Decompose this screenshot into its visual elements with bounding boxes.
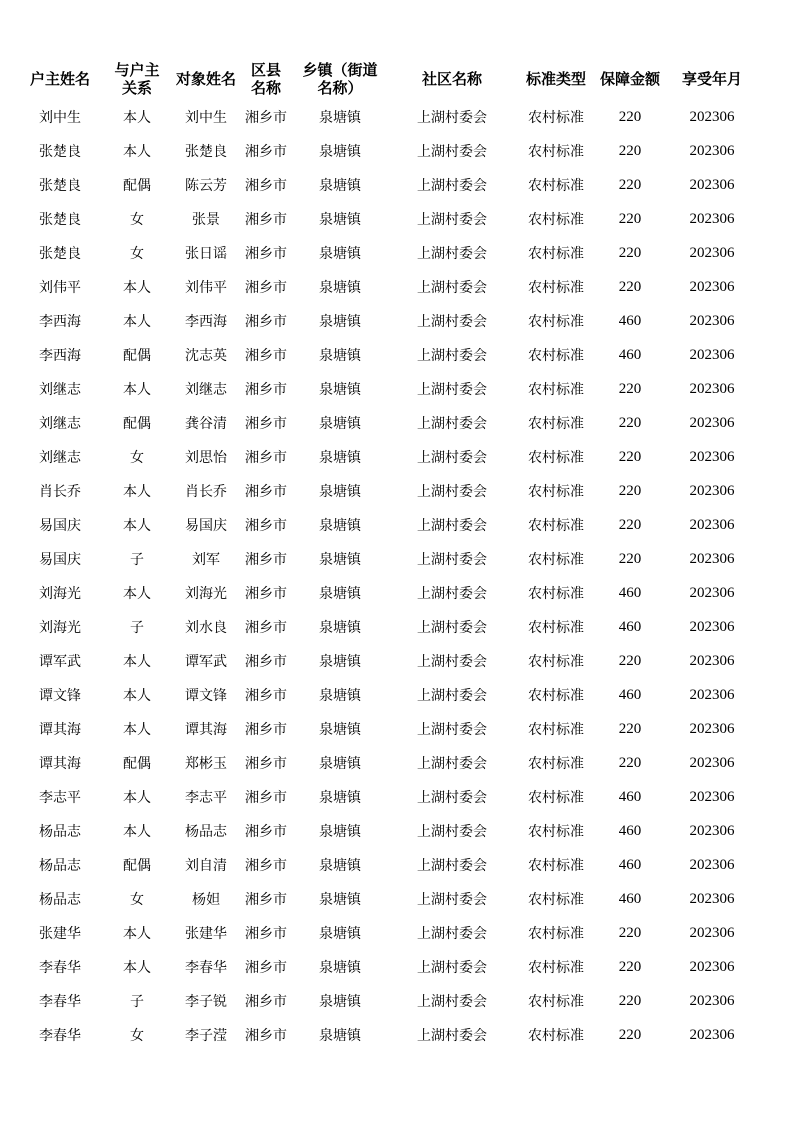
community-cell: 上湖村委会	[417, 246, 487, 262]
county-cell: 湘乡市	[245, 688, 287, 704]
table-row	[19, 236, 759, 270]
relation-cell: 本人	[123, 280, 151, 296]
household-head-name-cell: 张楚良	[39, 246, 81, 262]
town-cell: 泉塘镇	[319, 382, 361, 398]
month-cell: 202306	[689, 278, 735, 295]
relation-cell: 女	[130, 1028, 144, 1044]
community-cell: 上湖村委会	[417, 178, 487, 194]
standard-type-cell: 农村标准	[528, 960, 584, 976]
county-cell: 湘乡市	[245, 280, 287, 296]
community-cell: 上湖村委会	[417, 314, 487, 330]
table-row	[19, 984, 759, 1018]
community-cell: 上湖村委会	[417, 892, 487, 908]
household-head-name-cell: 易国庆	[39, 552, 81, 568]
recipient-name-cell: 李子滢	[185, 1028, 227, 1044]
header-household-head-name: 户主姓名	[29, 70, 90, 88]
relation-cell: 本人	[123, 722, 151, 738]
household-head-name-cell: 李春华	[39, 960, 81, 976]
month-cell: 202306	[689, 652, 735, 669]
month-cell: 202306	[689, 788, 735, 805]
standard-type-cell: 农村标准	[528, 246, 584, 262]
table-row	[19, 780, 759, 814]
amount-cell: 220	[618, 448, 642, 465]
town-cell: 泉塘镇	[319, 1028, 361, 1044]
standard-type-cell: 农村标准	[528, 892, 584, 908]
amount-cell: 220	[618, 754, 642, 771]
household-head-name-cell: 刘继志	[39, 382, 81, 398]
month-cell: 202306	[689, 958, 735, 975]
household-head-name-cell: 刘继志	[39, 450, 81, 466]
month-cell: 202306	[689, 244, 735, 261]
relation-cell: 本人	[123, 110, 151, 126]
community-cell: 上湖村委会	[417, 994, 487, 1010]
amount-cell: 460	[618, 618, 642, 635]
county-cell: 湘乡市	[245, 314, 287, 330]
month-cell: 202306	[689, 720, 735, 737]
recipient-name-cell: 刘军	[192, 552, 220, 568]
community-cell: 上湖村委会	[417, 280, 487, 296]
county-cell: 湘乡市	[245, 144, 287, 160]
relation-cell: 本人	[123, 824, 151, 840]
table-row	[19, 678, 759, 712]
county-cell: 湘乡市	[245, 824, 287, 840]
standard-type-cell: 农村标准	[528, 1028, 584, 1044]
table-row	[19, 848, 759, 882]
month-cell: 202306	[689, 584, 735, 601]
month-cell: 202306	[689, 448, 735, 465]
household-head-name-cell: 张楚良	[39, 144, 81, 160]
table-row	[19, 338, 759, 372]
month-cell: 202306	[689, 992, 735, 1009]
amount-cell: 460	[618, 346, 642, 363]
relief-recipient-table	[19, 58, 759, 1052]
town-cell: 泉塘镇	[319, 518, 361, 534]
relation-cell: 本人	[123, 144, 151, 160]
header-allowance-amount: 保障金额	[599, 70, 660, 88]
relation-cell: 女	[130, 246, 144, 262]
standard-type-cell: 农村标准	[528, 722, 584, 738]
town-cell: 泉塘镇	[319, 314, 361, 330]
county-cell: 湘乡市	[245, 552, 287, 568]
standard-type-cell: 农村标准	[528, 348, 584, 364]
household-head-name-cell: 刘伟平	[39, 280, 81, 296]
standard-type-cell: 农村标准	[528, 620, 584, 636]
table-row	[19, 202, 759, 236]
town-cell: 泉塘镇	[319, 348, 361, 364]
county-cell: 湘乡市	[245, 246, 287, 262]
household-head-name-cell: 刘继志	[39, 416, 81, 432]
table-row	[19, 474, 759, 508]
town-cell: 泉塘镇	[319, 246, 361, 262]
recipient-name-cell: 刘自清	[185, 858, 227, 874]
household-head-name-cell: 谭文锋	[39, 688, 81, 704]
amount-cell: 220	[618, 1026, 642, 1043]
table-row	[19, 950, 759, 984]
household-head-name-cell: 张楚良	[39, 212, 81, 228]
relation-cell: 配偶	[123, 178, 151, 194]
standard-type-cell: 农村标准	[528, 314, 584, 330]
month-cell: 202306	[689, 856, 735, 873]
relation-cell: 本人	[123, 586, 151, 602]
community-cell: 上湖村委会	[417, 926, 487, 942]
town-cell: 泉塘镇	[319, 178, 361, 194]
household-head-name-cell: 谭军武	[39, 654, 81, 670]
relation-cell: 女	[130, 450, 144, 466]
town-cell: 泉塘镇	[319, 858, 361, 874]
household-head-name-cell: 李西海	[39, 348, 81, 364]
county-cell: 湘乡市	[245, 348, 287, 364]
household-head-name-cell: 谭其海	[39, 756, 81, 772]
amount-cell: 220	[618, 414, 642, 431]
table-row	[19, 916, 759, 950]
town-cell: 泉塘镇	[319, 280, 361, 296]
table-row	[19, 576, 759, 610]
recipient-name-cell: 张建华	[185, 926, 227, 942]
standard-type-cell: 农村标准	[528, 688, 584, 704]
recipient-name-cell: 易国庆	[185, 518, 227, 534]
relation-cell: 本人	[123, 518, 151, 534]
recipient-name-cell: 刘中生	[185, 110, 227, 126]
standard-type-cell: 农村标准	[528, 654, 584, 670]
header-recipient-name: 对象姓名	[175, 70, 236, 88]
standard-type-cell: 农村标准	[528, 586, 584, 602]
amount-cell: 460	[618, 584, 642, 601]
town-cell: 泉塘镇	[319, 416, 361, 432]
county-cell: 湘乡市	[245, 790, 287, 806]
community-cell: 上湖村委会	[417, 416, 487, 432]
month-cell: 202306	[689, 108, 735, 125]
amount-cell: 220	[618, 210, 642, 227]
amount-cell: 220	[618, 482, 642, 499]
recipient-name-cell: 陈云芳	[185, 178, 227, 194]
county-cell: 湘乡市	[245, 586, 287, 602]
county-cell: 湘乡市	[245, 654, 287, 670]
table-body	[19, 100, 759, 1052]
amount-cell: 220	[618, 958, 642, 975]
month-cell: 202306	[689, 890, 735, 907]
month-cell: 202306	[689, 176, 735, 193]
community-cell: 上湖村委会	[417, 552, 487, 568]
county-cell: 湘乡市	[245, 416, 287, 432]
month-cell: 202306	[689, 414, 735, 431]
recipient-name-cell: 郑彬玉	[185, 756, 227, 772]
table-row	[19, 610, 759, 644]
standard-type-cell: 农村标准	[528, 212, 584, 228]
amount-cell: 460	[618, 788, 642, 805]
table-row	[19, 814, 759, 848]
town-cell: 泉塘镇	[319, 722, 361, 738]
table-row	[19, 168, 759, 202]
standard-type-cell: 农村标准	[528, 824, 584, 840]
month-cell: 202306	[689, 754, 735, 771]
standard-type-cell: 农村标准	[528, 178, 584, 194]
household-head-name-cell: 张楚良	[39, 178, 81, 194]
county-cell: 湘乡市	[245, 858, 287, 874]
community-cell: 上湖村委会	[417, 348, 487, 364]
county-cell: 湘乡市	[245, 722, 287, 738]
recipient-name-cell: 张日谣	[185, 246, 227, 262]
recipient-name-cell: 刘水良	[185, 620, 227, 636]
amount-cell: 220	[618, 142, 642, 159]
standard-type-cell: 农村标准	[528, 484, 584, 500]
town-cell: 泉塘镇	[319, 144, 361, 160]
amount-cell: 460	[618, 312, 642, 329]
community-cell: 上湖村委会	[417, 960, 487, 976]
county-cell: 湘乡市	[245, 450, 287, 466]
relation-cell: 配偶	[123, 756, 151, 772]
household-head-name-cell: 杨品志	[39, 824, 81, 840]
household-head-name-cell: 刘海光	[39, 620, 81, 636]
county-cell: 湘乡市	[245, 756, 287, 772]
county-cell: 湘乡市	[245, 518, 287, 534]
town-cell: 泉塘镇	[319, 212, 361, 228]
relation-cell: 本人	[123, 484, 151, 500]
recipient-name-cell: 张景	[192, 212, 220, 228]
table-row	[19, 100, 759, 134]
community-cell: 上湖村委会	[417, 518, 487, 534]
recipient-name-cell: 李春华	[185, 960, 227, 976]
amount-cell: 460	[618, 890, 642, 907]
community-cell: 上湖村委会	[417, 1028, 487, 1044]
standard-type-cell: 农村标准	[528, 144, 584, 160]
household-head-name-cell: 李春华	[39, 1028, 81, 1044]
county-cell: 湘乡市	[245, 484, 287, 500]
community-cell: 上湖村委会	[417, 790, 487, 806]
table-row	[19, 746, 759, 780]
amount-cell: 460	[618, 686, 642, 703]
relation-cell: 配偶	[123, 416, 151, 432]
table-row	[19, 882, 759, 916]
header-town-name: 乡镇（街道 名称）	[302, 61, 378, 97]
recipient-name-cell: 杨妲	[192, 892, 220, 908]
town-cell: 泉塘镇	[319, 994, 361, 1010]
standard-type-cell: 农村标准	[528, 382, 584, 398]
standard-type-cell: 农村标准	[528, 110, 584, 126]
month-cell: 202306	[689, 380, 735, 397]
community-cell: 上湖村委会	[417, 824, 487, 840]
relation-cell: 本人	[123, 314, 151, 330]
table-row	[19, 508, 759, 542]
county-cell: 湘乡市	[245, 110, 287, 126]
county-cell: 湘乡市	[245, 178, 287, 194]
recipient-name-cell: 龚谷清	[185, 416, 227, 432]
relation-cell: 女	[130, 212, 144, 228]
household-head-name-cell: 刘海光	[39, 586, 81, 602]
town-cell: 泉塘镇	[319, 926, 361, 942]
month-cell: 202306	[689, 618, 735, 635]
county-cell: 湘乡市	[245, 620, 287, 636]
town-cell: 泉塘镇	[319, 960, 361, 976]
standard-type-cell: 农村标准	[528, 994, 584, 1010]
standard-type-cell: 农村标准	[528, 280, 584, 296]
community-cell: 上湖村委会	[417, 688, 487, 704]
amount-cell: 220	[618, 924, 642, 941]
table-row	[19, 1018, 759, 1052]
county-cell: 湘乡市	[245, 960, 287, 976]
amount-cell: 220	[618, 278, 642, 295]
standard-type-cell: 农村标准	[528, 552, 584, 568]
recipient-name-cell: 刘伟平	[185, 280, 227, 296]
month-cell: 202306	[689, 1026, 735, 1043]
community-cell: 上湖村委会	[417, 620, 487, 636]
household-head-name-cell: 刘中生	[39, 110, 81, 126]
standard-type-cell: 农村标准	[528, 518, 584, 534]
community-cell: 上湖村委会	[417, 654, 487, 670]
recipient-name-cell: 谭军武	[185, 654, 227, 670]
town-cell: 泉塘镇	[319, 688, 361, 704]
month-cell: 202306	[689, 686, 735, 703]
recipient-name-cell: 刘继志	[185, 382, 227, 398]
county-cell: 湘乡市	[245, 926, 287, 942]
relation-cell: 子	[130, 994, 144, 1010]
recipient-name-cell: 刘海光	[185, 586, 227, 602]
amount-cell: 460	[618, 822, 642, 839]
amount-cell: 220	[618, 720, 642, 737]
table-row	[19, 270, 759, 304]
table-row	[19, 372, 759, 406]
household-head-name-cell: 张建华	[39, 926, 81, 942]
amount-cell: 220	[618, 380, 642, 397]
relation-cell: 配偶	[123, 348, 151, 364]
header-effective-month: 享受年月	[681, 70, 742, 88]
table-row	[19, 644, 759, 678]
household-head-name-cell: 李西海	[39, 314, 81, 330]
amount-cell: 460	[618, 856, 642, 873]
recipient-name-cell: 刘思怡	[185, 450, 227, 466]
relation-cell: 本人	[123, 926, 151, 942]
amount-cell: 220	[618, 516, 642, 533]
relation-cell: 本人	[123, 960, 151, 976]
household-head-name-cell: 肖长乔	[39, 484, 81, 500]
household-head-name-cell: 李志平	[39, 790, 81, 806]
header-county-name: 区县 名称	[250, 61, 281, 97]
table-row	[19, 712, 759, 746]
month-cell: 202306	[689, 550, 735, 567]
town-cell: 泉塘镇	[319, 756, 361, 772]
recipient-name-cell: 李西海	[185, 314, 227, 330]
household-head-name-cell: 杨品志	[39, 858, 81, 874]
month-cell: 202306	[689, 210, 735, 227]
month-cell: 202306	[689, 822, 735, 839]
header-community-name: 社区名称	[421, 70, 482, 88]
community-cell: 上湖村委会	[417, 144, 487, 160]
community-cell: 上湖村委会	[417, 722, 487, 738]
town-cell: 泉塘镇	[319, 586, 361, 602]
household-head-name-cell: 李春华	[39, 994, 81, 1010]
community-cell: 上湖村委会	[417, 858, 487, 874]
town-cell: 泉塘镇	[319, 892, 361, 908]
recipient-name-cell: 李志平	[185, 790, 227, 806]
standard-type-cell: 农村标准	[528, 926, 584, 942]
town-cell: 泉塘镇	[319, 110, 361, 126]
standard-type-cell: 农村标准	[528, 416, 584, 432]
town-cell: 泉塘镇	[319, 824, 361, 840]
amount-cell: 220	[618, 652, 642, 669]
table-row	[19, 406, 759, 440]
relation-cell: 子	[130, 552, 144, 568]
recipient-name-cell: 谭文锋	[185, 688, 227, 704]
relation-cell: 子	[130, 620, 144, 636]
household-head-name-cell: 杨品志	[39, 892, 81, 908]
household-head-name-cell: 谭其海	[39, 722, 81, 738]
standard-type-cell: 农村标准	[528, 790, 584, 806]
recipient-name-cell: 张楚良	[185, 144, 227, 160]
relation-cell: 本人	[123, 790, 151, 806]
recipient-name-cell: 李子锐	[185, 994, 227, 1010]
recipient-name-cell: 谭其海	[185, 722, 227, 738]
table-row	[19, 542, 759, 576]
county-cell: 湘乡市	[245, 382, 287, 398]
recipient-name-cell: 沈志英	[185, 348, 227, 364]
month-cell: 202306	[689, 482, 735, 499]
standard-type-cell: 农村标准	[528, 450, 584, 466]
community-cell: 上湖村委会	[417, 382, 487, 398]
table-row	[19, 304, 759, 338]
amount-cell: 220	[618, 550, 642, 567]
town-cell: 泉塘镇	[319, 450, 361, 466]
header-standard-type: 标准类型	[525, 70, 586, 88]
community-cell: 上湖村委会	[417, 586, 487, 602]
month-cell: 202306	[689, 142, 735, 159]
community-cell: 上湖村委会	[417, 110, 487, 126]
amount-cell: 220	[618, 244, 642, 261]
county-cell: 湘乡市	[245, 994, 287, 1010]
county-cell: 湘乡市	[245, 1028, 287, 1044]
recipient-name-cell: 杨品志	[185, 824, 227, 840]
community-cell: 上湖村委会	[417, 756, 487, 772]
town-cell: 泉塘镇	[319, 790, 361, 806]
relation-cell: 本人	[123, 654, 151, 670]
standard-type-cell: 农村标准	[528, 858, 584, 874]
community-cell: 上湖村委会	[417, 450, 487, 466]
recipient-name-cell: 肖长乔	[185, 484, 227, 500]
month-cell: 202306	[689, 924, 735, 941]
amount-cell: 220	[618, 108, 642, 125]
month-cell: 202306	[689, 312, 735, 329]
table-header-row	[19, 58, 759, 100]
community-cell: 上湖村委会	[417, 212, 487, 228]
relation-cell: 本人	[123, 382, 151, 398]
county-cell: 湘乡市	[245, 892, 287, 908]
header-relation-to-head: 与户主 关系	[114, 61, 160, 97]
town-cell: 泉塘镇	[319, 484, 361, 500]
relation-cell: 女	[130, 892, 144, 908]
county-cell: 湘乡市	[245, 212, 287, 228]
relation-cell: 本人	[123, 688, 151, 704]
town-cell: 泉塘镇	[319, 552, 361, 568]
standard-type-cell: 农村标准	[528, 756, 584, 772]
town-cell: 泉塘镇	[319, 620, 361, 636]
month-cell: 202306	[689, 516, 735, 533]
month-cell: 202306	[689, 346, 735, 363]
table-row	[19, 134, 759, 168]
table-row	[19, 440, 759, 474]
amount-cell: 220	[618, 176, 642, 193]
community-cell: 上湖村委会	[417, 484, 487, 500]
relation-cell: 配偶	[123, 858, 151, 874]
town-cell: 泉塘镇	[319, 654, 361, 670]
amount-cell: 220	[618, 992, 642, 1009]
household-head-name-cell: 易国庆	[39, 518, 81, 534]
